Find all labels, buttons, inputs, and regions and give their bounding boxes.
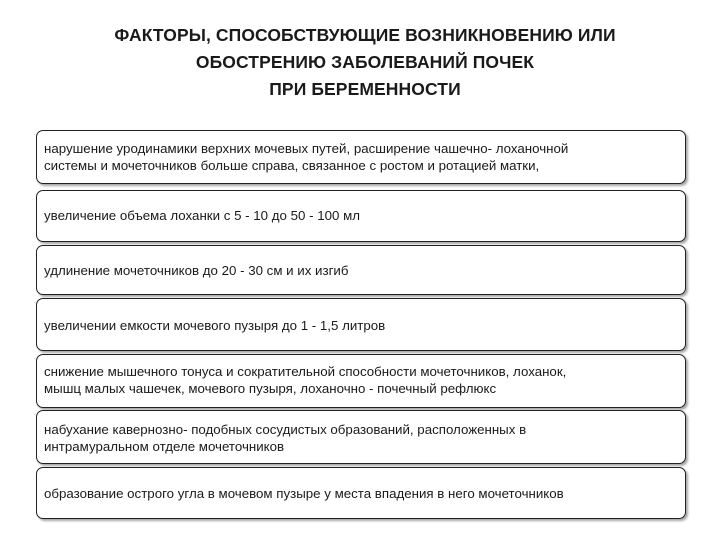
factor-3-line-1: удлинение мочеточников до 20 - 30 см и их изгиб [44, 263, 349, 278]
factor-5-line-1: снижение мышечного тонуса и сократительной способности мочеточников, лоханок, [44, 364, 567, 379]
factor-box-6 [36, 410, 686, 464]
factor-box-2 [36, 190, 686, 242]
title-line-1: ФАКТОРЫ, СПОСОБСТВУЮЩИЕ ВОЗНИКНОВЕНИЮ ИЛИ [114, 25, 616, 45]
factor-box-5 [36, 354, 686, 408]
factor-1-line-1: нарушение уродинамики верхних мочевых путей, расширение чашечно- лоханочной [44, 141, 569, 156]
factor-6-line-1: набухание кавернозно- подобных сосудистых образований, расположенных в [44, 422, 527, 437]
factor-box-7 [36, 467, 686, 519]
factor-4-line-1: увеличении емкости мочевого пузыря до 1 - 1,5 литров [44, 318, 386, 333]
factor-5-line-2: мышц малых чашечек, мочевого пузыря, лоханочно - почечный рефлюкс [44, 381, 497, 396]
title-line-3: ПРИ БЕРЕМЕННОСТИ [269, 79, 461, 99]
factor-7-line-1: образование острого угла в мочевом пузыре у места впадения в него мочеточников [44, 486, 564, 501]
factor-2-line-1: увеличение объема лоханки с 5 - 10 до 50 - 100 мл [44, 208, 360, 223]
factor-box-4 [36, 298, 686, 351]
factor-box-1 [36, 130, 686, 184]
factor-1-line-2: системы и мочеточников больше справа, связанное с ростом и ротацией матки, [44, 158, 540, 173]
factor-6-line-2: интрамуральном отделе мочеточников [44, 439, 285, 454]
title-line-2: ОБОСТРЕНИЮ ЗАБОЛЕВАНИЙ ПОЧЕК [195, 52, 535, 72]
factor-box-3 [36, 245, 686, 295]
slide-title [40, 22, 690, 103]
